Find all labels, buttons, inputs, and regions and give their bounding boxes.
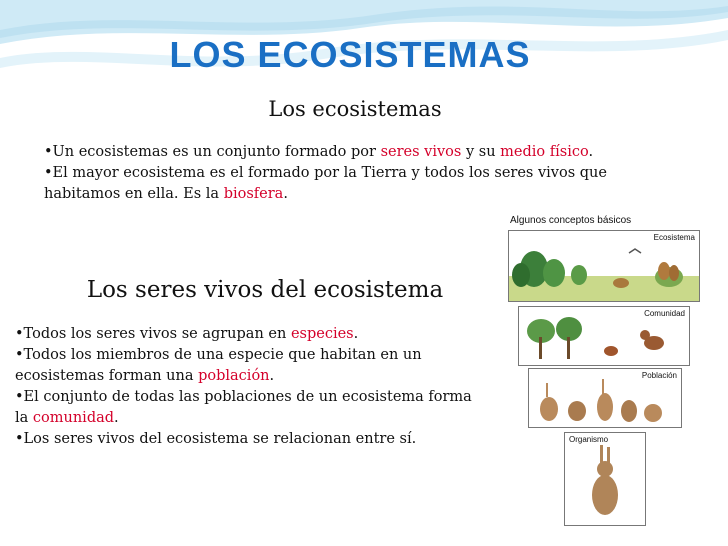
- term-population: población: [198, 368, 270, 384]
- bullet-item: •Todos los seres vivos se agrupan en especies.: [15, 326, 359, 342]
- organism-illustration: [565, 433, 645, 525]
- term-community: comunidad: [32, 410, 115, 426]
- organism-panel: [564, 432, 646, 526]
- slide-title: LOS ECOSISTEMAS: [169, 34, 531, 75]
- panel-label-ecosystem: Ecosistema: [653, 233, 695, 242]
- section-heading-living-beings: Los seres vivos del ecosistema: [86, 277, 444, 303]
- term-species: especies: [290, 326, 354, 342]
- section-heading-ecosystems: Los ecosistemas: [268, 97, 442, 121]
- population-panel: [528, 368, 682, 428]
- bullet-item: •El mayor ecosistema es el formado por la Tierra y todos los seres vivos que habitamos en ella. Es la biosfera.: [44, 165, 607, 202]
- figure-title: Algunos conceptos básicos: [510, 215, 632, 226]
- community-panel: [518, 306, 690, 366]
- bullet-item: •Los seres vivos del ecosistema se relacionan entre sí.: [15, 431, 417, 447]
- term-living-beings: seres vivos: [380, 144, 462, 160]
- bullet-item: •Todos los miembros de una especie que habitan en un ecosistemas forman una población.: [15, 347, 422, 384]
- term-biosphere: biosfera: [223, 186, 284, 202]
- ecosystem-definition-list: [44, 142, 654, 205]
- panel-label-community: Comunidad: [644, 309, 685, 318]
- panel-label-organism: Organismo: [569, 435, 609, 444]
- ecosystem-panel: [508, 230, 700, 302]
- term-physical-environment: medio físico: [500, 144, 589, 160]
- panel-label-population: Población: [641, 371, 677, 380]
- bullet-item: •Un ecosistemas es un conjunto formado por seres vivos y su medio físico.: [44, 144, 594, 160]
- bullet-item: •El conjunto de todas las poblaciones de un ecosistema forma la comunidad.: [15, 389, 472, 426]
- living-beings-list: [15, 324, 475, 450]
- ecology-concepts-figure: [504, 212, 704, 530]
